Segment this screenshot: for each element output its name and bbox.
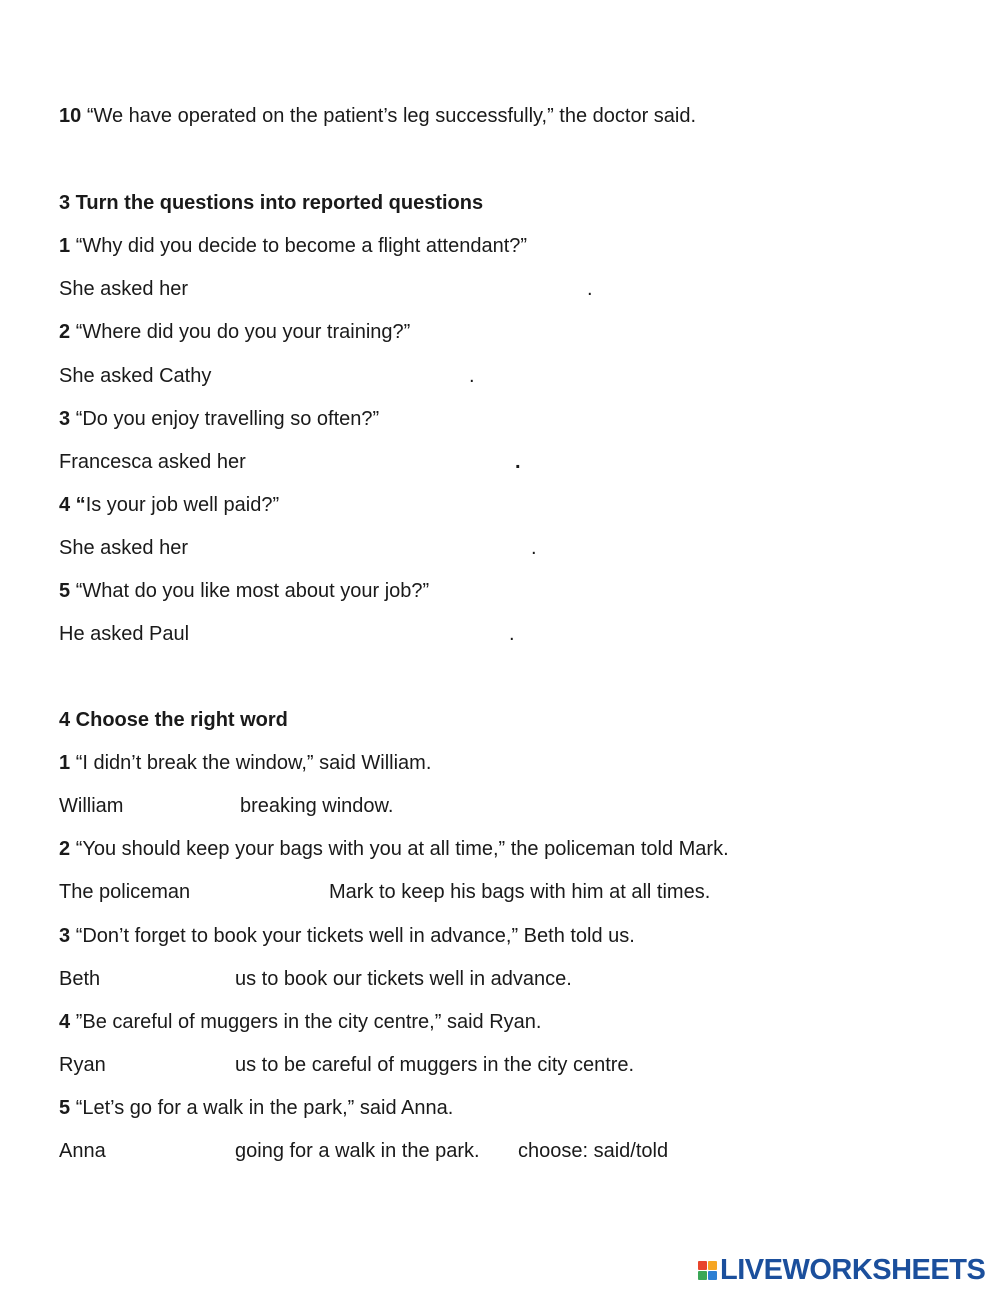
s3-q4-line	[59, 493, 279, 517]
s3-a5-line	[59, 622, 189, 646]
logo-block	[698, 1271, 707, 1280]
item-number: 4	[59, 1011, 71, 1033]
s4-a3-rest: us to book our tickets well in advance.	[235, 968, 572, 990]
s4-answer-4-input[interactable]	[114, 1053, 228, 1077]
s4-q1-line	[59, 751, 431, 775]
logo-text: LIVEWORKSHEETS	[720, 1254, 986, 1286]
item-number: 3	[59, 408, 71, 430]
s3-a2-line	[59, 364, 211, 388]
logo-block	[708, 1271, 717, 1280]
question-text: “Do you enjoy travelling so often?”	[75, 408, 380, 430]
section-3-heading: 3 Turn the questions into reported questions	[59, 192, 484, 214]
s4-q2-line	[59, 837, 729, 861]
s3-a4-line	[59, 536, 188, 560]
answer-end-dot: .	[531, 537, 537, 559]
item-number: 5	[59, 1097, 71, 1119]
sentence-text: “Don’t forget to book your tickets well in advance,” Beth told us.	[75, 925, 635, 947]
sentence-text: “Let’s go for a walk in the park,” said Anna.	[75, 1097, 454, 1119]
item-number: 2	[59, 321, 71, 343]
s4-a5-rest: going for a walk in the park.	[235, 1140, 480, 1162]
s4-a5-subject: Anna	[59, 1140, 106, 1162]
item-10-line	[59, 104, 696, 128]
s3-answer-5-input[interactable]	[196, 622, 496, 646]
section-4-heading: 4 Choose the right word	[59, 709, 288, 731]
liveworksheets-logo	[698, 1254, 985, 1286]
s4-a4-rest: us to be careful of muggers in the city centre.	[235, 1054, 635, 1076]
s4-q3-line	[59, 924, 635, 948]
s4-answer-1-input[interactable]	[138, 794, 233, 818]
item-sentence: “We have operated on the patient’s leg successfully,” the doctor said.	[86, 105, 697, 127]
s4-answer-3-input[interactable]	[112, 967, 228, 991]
logo-blocks-icon	[698, 1261, 717, 1280]
item-number: 5	[59, 580, 71, 602]
answer-end-dot: .	[515, 451, 521, 473]
s4-a2-subject: The policeman	[59, 881, 191, 903]
logo-block	[708, 1261, 717, 1270]
answer-prompt: She asked her	[59, 278, 188, 300]
answer-prompt: Francesca asked her	[59, 451, 246, 473]
item-number: 10	[59, 105, 82, 127]
s4-a1-subject: William	[59, 795, 124, 817]
answer-prompt: She asked her	[59, 537, 188, 559]
answer-end-dot: .	[509, 623, 515, 645]
logo-block	[698, 1261, 707, 1270]
answer-end-dot: .	[587, 278, 593, 300]
s3-a1-line	[59, 277, 188, 301]
s3-q2-line	[59, 320, 410, 344]
s4-a1-rest: breaking window.	[240, 795, 394, 817]
sentence-text: ”Be careful of muggers in the city centre,” said Ryan.	[75, 1011, 542, 1033]
s3-answer-1-input[interactable]	[196, 277, 576, 301]
s4-q4-line	[59, 1010, 541, 1034]
question-text: “Where did you do you your training?”	[75, 321, 411, 343]
item-number: 1	[59, 235, 71, 257]
item-number: 2	[59, 838, 71, 860]
s4-a2-rest: Mark to keep his bags with him at all times.	[329, 881, 711, 903]
s4-a3-subject: Beth	[59, 968, 101, 990]
sentence-text: “I didn’t break the window,” said William.	[75, 752, 432, 774]
sentence-text: “You should keep your bags with you at all time,” the policeman told Mark.	[75, 838, 729, 860]
s4-a4-subject: Ryan	[59, 1054, 106, 1076]
s4-answer-5-input[interactable]	[116, 1139, 228, 1163]
item-number: 1	[59, 752, 71, 774]
answer-prompt: She asked Cathy	[59, 365, 212, 387]
s3-answer-3-input[interactable]	[254, 450, 504, 474]
item-number: 3	[59, 925, 71, 947]
question-text: “Why did you decide to become a flight attendant?”	[75, 235, 528, 257]
s4-answer-2-input[interactable]	[205, 880, 323, 904]
question-text: “What do you like most about your job?”	[75, 580, 430, 602]
question-text: Is your job well paid?”	[85, 494, 280, 516]
s4-q5-line	[59, 1096, 453, 1120]
s3-a3-line	[59, 450, 246, 474]
answer-prompt: He asked Paul	[59, 623, 190, 645]
choice-hint: choose: said/told	[518, 1140, 669, 1162]
s3-q5-line	[59, 579, 429, 603]
s3-answer-2-input[interactable]	[218, 364, 458, 388]
s3-answer-4-input[interactable]	[196, 536, 518, 560]
s3-q1-line	[59, 234, 527, 258]
answer-end-dot: .	[469, 365, 475, 387]
s3-q3-line	[59, 407, 379, 431]
item-number: 4 “	[59, 494, 86, 516]
